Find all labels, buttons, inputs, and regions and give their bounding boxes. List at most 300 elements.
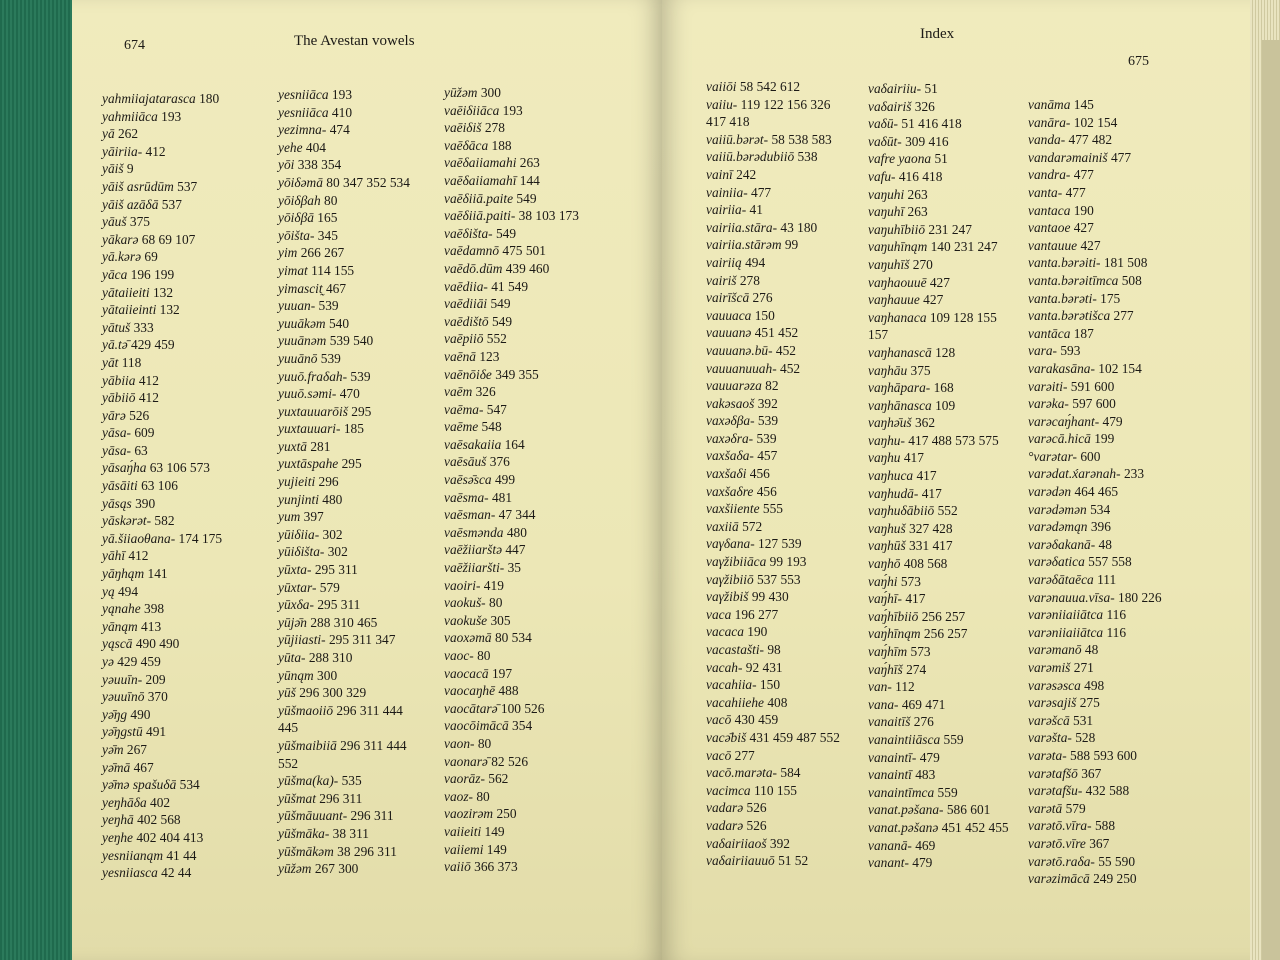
index-headword: yūxta-	[278, 562, 312, 578]
index-entry	[444, 753, 579, 771]
index-headword: vandra-	[1028, 167, 1071, 183]
index-headword: vacimca	[706, 782, 751, 798]
index-headword: yūšmāuuant-	[278, 808, 348, 824]
index-entry	[706, 201, 840, 219]
index-page-refs: 150	[756, 677, 781, 693]
index-page-refs: 417 488 573 575	[904, 432, 999, 448]
index-entry	[102, 741, 222, 759]
index-page-refs: 477	[1107, 149, 1132, 165]
index-headword: vakəsaoš	[706, 395, 755, 411]
index-entry	[102, 231, 222, 249]
index-entry	[102, 336, 222, 354]
index-page-refs: 82 526	[487, 753, 529, 769]
index-page-refs: 419	[480, 577, 504, 593]
index-headword: vaozirəm	[444, 806, 494, 822]
index-page-refs: 547	[483, 401, 507, 417]
index-headword: vaiiōi	[706, 79, 737, 94]
index-entry	[444, 665, 579, 683]
index-entry	[1028, 430, 1162, 448]
index-headword: yim	[278, 245, 298, 261]
index-page-refs: 58 538 583	[768, 131, 832, 147]
index-entry	[444, 242, 579, 260]
index-page-refs: 157	[868, 327, 889, 343]
index-headword: yə̄mā	[102, 759, 131, 775]
index-headword: vaxiiā	[706, 518, 739, 534]
index-entry	[868, 819, 1009, 837]
index-headword: yārə	[102, 407, 126, 423]
index-headword: vaiiu-	[706, 96, 738, 112]
index-entry	[868, 661, 1009, 679]
index-page-refs: 185	[340, 421, 364, 437]
index-page-refs: 397	[300, 509, 324, 525]
index-entry	[706, 518, 840, 536]
index-headword: yāsa-	[102, 425, 132, 441]
index-entry	[868, 432, 1009, 450]
index-headword: vaδairiiaoš	[706, 835, 767, 851]
index-entry	[444, 577, 579, 595]
index-entry	[444, 629, 579, 647]
index-page-refs: 508	[1118, 272, 1142, 288]
index-headword: vaēdiiāi	[444, 296, 488, 312]
index-page-refs: 402 404 413	[132, 829, 204, 845]
index-entry	[1028, 290, 1162, 308]
index-headword: varəcā.hicā	[1028, 431, 1091, 447]
index-entry	[706, 782, 840, 800]
index-page-refs: 477	[1070, 167, 1094, 183]
index-page-refs: 277	[731, 747, 755, 763]
index-entry	[868, 537, 1009, 555]
index-page-refs: 231 247	[925, 221, 972, 237]
index-page-refs: 392	[766, 835, 790, 851]
index-page-refs: 150	[751, 307, 775, 323]
index-entry	[1028, 114, 1162, 132]
index-headword: vaŋhanascā	[868, 344, 932, 360]
index-page-refs: 110 155	[750, 782, 797, 798]
index-headword: vanat.pəšana-	[868, 802, 944, 818]
index-headword: yahmiiajatarasca	[102, 91, 196, 106]
index-page-refs: 537 553	[753, 571, 801, 587]
index-page-refs: 250	[493, 806, 517, 822]
index-page-refs: 99	[781, 237, 799, 253]
index-page-refs: 559	[940, 731, 964, 747]
index-headword: varəta-	[1028, 747, 1067, 763]
index-page-refs: 266 267	[297, 245, 345, 261]
index-headword: vaŋhō	[868, 556, 901, 572]
index-entry	[102, 583, 222, 601]
index-page-refs: 267 300	[311, 861, 359, 877]
index-entry	[278, 86, 410, 104]
index-headword: varəsəsca	[1028, 677, 1081, 693]
index-headword: vaēžiiaršti-	[444, 560, 505, 576]
index-entry	[278, 755, 410, 773]
index-entry	[1028, 641, 1162, 659]
index-entry	[706, 571, 840, 589]
index-page-refs: 114 155	[307, 262, 355, 278]
index-page-refs: 552	[934, 503, 958, 519]
index-page-refs: 345	[314, 227, 338, 243]
index-page-refs: 116	[1103, 624, 1127, 640]
index-entry	[278, 192, 410, 210]
index-headword: yūšmaoiiō	[278, 702, 334, 718]
index-entry	[102, 671, 222, 689]
index-headword: yāsąs	[102, 495, 132, 511]
index-entry	[706, 711, 840, 729]
index-entry	[102, 618, 222, 636]
index-headword: yeŋhā	[102, 812, 134, 828]
index-headword: yuuō.səmi-	[278, 386, 337, 402]
index-headword: yōišta-	[278, 227, 315, 243]
index-entry	[278, 209, 410, 227]
index-page-refs: 593	[1057, 343, 1081, 359]
index-entry	[278, 297, 410, 315]
index-entry	[278, 807, 410, 825]
index-headword: vaiiemi	[444, 841, 484, 857]
index-page-refs: 132	[156, 302, 180, 318]
index-headword: vara-	[1028, 343, 1058, 359]
index-headword: varəsajiš	[1028, 695, 1077, 711]
index-entry	[706, 483, 840, 501]
index-headword: vacaca	[706, 624, 744, 640]
index-entry	[706, 623, 840, 641]
index-headword: vauuanə	[706, 325, 752, 341]
index-headword: vacō	[706, 747, 732, 763]
index-headword: vaxəδra-	[706, 430, 754, 446]
index-page-refs: 573	[897, 573, 921, 589]
index-headword: vacō	[706, 712, 732, 728]
index-headword: vaoxəmā	[444, 630, 492, 646]
index-entry	[102, 160, 222, 178]
index-page-refs: 430 459	[731, 712, 779, 728]
index-entry	[278, 667, 410, 685]
index-entry	[1028, 237, 1162, 255]
index-entry	[1028, 483, 1162, 501]
index-entry	[444, 207, 579, 225]
index-page-refs: 412	[142, 143, 166, 159]
index-headword: vanaintī-	[868, 749, 917, 765]
index-headword: vauuanuuah-	[706, 360, 777, 376]
index-page-refs: 41	[746, 202, 763, 218]
index-page-refs: 63 106 573	[146, 460, 210, 476]
index-page-refs: 609	[131, 425, 155, 441]
index-headword: yūiδiia-	[278, 526, 320, 542]
index-entry	[278, 508, 410, 526]
index-page-refs: 549	[513, 190, 537, 206]
index-entry	[706, 835, 840, 853]
index-page-refs: 432 588	[1082, 783, 1130, 799]
index-entry	[278, 420, 410, 438]
index-headword: varəniiaiiātca	[1028, 607, 1104, 623]
index-headword: vaoz-	[444, 788, 474, 804]
index-headword: vaŋhāpara-	[868, 380, 931, 396]
index-entry	[102, 847, 222, 865]
index-page-refs: 475 501	[499, 243, 546, 259]
index-page-refs: 38 296 311	[333, 843, 397, 859]
index-entry	[1028, 342, 1162, 360]
index-entry	[278, 526, 410, 544]
index-entry	[1028, 413, 1162, 431]
index-headword: vafu-	[868, 168, 896, 184]
index-headword: vaon-	[444, 735, 475, 751]
index-entry	[868, 573, 1009, 591]
index-page-refs: 534	[176, 777, 200, 793]
index-page-refs: 439 460	[502, 260, 550, 276]
index-entry	[278, 156, 410, 174]
index-headword: varəcaŋ́hant-	[1028, 413, 1100, 429]
index-entry	[444, 700, 579, 718]
index-entry	[102, 284, 222, 302]
index-entry	[868, 713, 1009, 731]
index-headword: vanāma	[1028, 97, 1071, 112]
index-headword: vanaintīmca	[868, 784, 935, 800]
index-entry	[278, 649, 410, 667]
index-entry	[1028, 782, 1162, 800]
index-entry	[444, 190, 579, 208]
index-page-refs: 579	[316, 579, 340, 595]
index-headword: yā	[102, 126, 115, 142]
index-page-refs: 349 355	[491, 366, 539, 382]
index-entry	[706, 729, 840, 747]
index-page-refs: 302	[319, 526, 343, 542]
index-entry	[706, 447, 840, 465]
index-headword: yūžəm	[444, 85, 478, 100]
index-headword: vaŋhuš	[868, 520, 906, 536]
index-column	[444, 84, 579, 876]
index-headword: vaŋhudā-	[868, 485, 919, 501]
index-headword: vanat.pəšanə	[868, 819, 939, 835]
index-headword: vaorāz-	[444, 771, 485, 787]
index-entry	[706, 412, 840, 430]
index-entry	[102, 512, 222, 530]
index-entry	[1028, 395, 1162, 413]
index-entry	[1028, 694, 1162, 712]
index-page-refs: 549	[487, 296, 511, 312]
index-entry	[1028, 747, 1162, 765]
index-headword: yāca	[102, 266, 128, 282]
index-entry	[444, 154, 579, 172]
index-page-refs: 270	[909, 256, 933, 272]
index-entry	[102, 759, 222, 777]
index-entry	[278, 579, 410, 597]
index-entry	[868, 485, 1009, 503]
index-page-refs: 249 250	[1089, 871, 1137, 887]
index-entry	[706, 377, 840, 395]
index-headword: vaŋ́hīš	[868, 661, 903, 677]
index-page-refs: 366 373	[470, 859, 518, 875]
index-entry	[868, 749, 1009, 767]
index-entry	[444, 137, 579, 155]
index-page-refs: 164	[501, 436, 525, 452]
index-entry	[102, 477, 222, 495]
index-entry	[868, 133, 1009, 151]
index-entry	[278, 139, 410, 157]
index-page-refs: 109	[931, 397, 956, 413]
index-entry	[102, 178, 222, 196]
index-entry	[706, 430, 840, 448]
index-page-refs: 300	[477, 85, 501, 100]
index-page-refs: 119 122 156 326	[737, 96, 831, 112]
index-page-refs: 427	[1077, 237, 1101, 253]
index-entry	[444, 418, 579, 436]
index-page-refs: 276	[749, 290, 773, 306]
index-headword: vaŋ́hi	[868, 573, 898, 589]
index-headword: yāsa-	[102, 442, 132, 458]
index-page-refs: 331 417	[905, 538, 953, 554]
index-page-refs: 451 452	[751, 325, 799, 341]
index-page-refs: 326	[911, 98, 935, 114]
index-headword: vaδairiiu-	[868, 81, 922, 96]
index-page-refs: 43 180	[777, 219, 818, 235]
index-page-refs: 456	[753, 483, 777, 499]
index-entry	[706, 342, 840, 360]
index-headword: yāuš	[102, 214, 127, 230]
index-headword: vaēme	[444, 419, 479, 435]
index-page-refs: 132	[149, 284, 174, 300]
index-headword: vaocōimācā	[444, 718, 509, 734]
index-page-refs: 190	[1070, 202, 1094, 218]
index-entry	[444, 823, 579, 841]
index-headword: yūš	[278, 685, 296, 701]
index-page-refs: 35	[504, 560, 522, 576]
index-page-refs: 175	[1096, 290, 1121, 306]
right-page	[662, 0, 1250, 960]
index-page-refs: 48	[1081, 642, 1099, 658]
index-headword: vaēma-	[444, 401, 484, 417]
index-page-refs: 277	[1110, 308, 1134, 324]
index-entry	[1028, 465, 1162, 483]
index-headword: vacə̄biš	[706, 729, 747, 745]
index-headword: vaēnā	[444, 348, 476, 364]
index-headword: yə̄ŋgstū	[102, 724, 143, 740]
index-entry	[868, 115, 1009, 133]
index-entry	[868, 344, 1009, 362]
index-page-refs: 591 600	[1067, 378, 1115, 394]
index-page-refs: 82	[761, 378, 779, 394]
index-page-refs: 417 418	[706, 114, 750, 130]
index-headword: yuuānəm	[278, 333, 327, 349]
index-headword: vanta.bərəiti-	[1028, 255, 1101, 271]
index-entry	[102, 635, 222, 653]
index-headword: yuuānō	[278, 350, 318, 366]
index-page-refs: 305	[487, 612, 511, 628]
index-entry	[868, 590, 1009, 608]
index-headword: vadarə	[706, 817, 744, 833]
index-page-refs: 256 257	[918, 608, 966, 624]
index-page-refs: 367	[1085, 835, 1110, 851]
index-page-refs: 584	[777, 765, 801, 781]
index-headword: yānąm	[102, 618, 138, 634]
index-headword: varakasāna-	[1028, 360, 1095, 376]
index-entry	[706, 148, 840, 166]
index-page-refs: 80 347 352 534	[322, 174, 410, 190]
index-page-refs: 92 431	[742, 659, 783, 675]
index-entry	[444, 436, 579, 454]
index-headword: yuxtāspahe	[278, 456, 339, 472]
index-headword: yābiia	[102, 372, 136, 388]
index-headword: vaēsmənda	[444, 524, 504, 540]
index-page-refs: 63 106	[137, 478, 178, 494]
index-headword: yātuš	[102, 319, 131, 335]
index-entry	[706, 166, 840, 184]
index-page-refs: 233	[1120, 466, 1145, 482]
index-entry	[1028, 536, 1162, 554]
index-page-refs: 190	[743, 624, 768, 640]
index-headword: vantauue	[1028, 237, 1078, 253]
index-entry	[278, 843, 410, 861]
index-page-refs: 597 600	[1068, 396, 1116, 412]
index-headword: vauuanə.bū-	[706, 342, 773, 358]
index-headword: yāiriia-	[102, 143, 143, 159]
index-headword: yāŋhąm	[102, 566, 145, 582]
index-page-refs: 408 568	[900, 556, 948, 572]
index-entry	[278, 262, 410, 280]
index-page-refs: 48	[1095, 536, 1112, 552]
index-page-refs: 100 526	[497, 700, 545, 716]
index-headword: vaēdištō	[444, 313, 489, 329]
index-page-refs: 572	[738, 518, 763, 534]
index-page-refs: 412	[135, 372, 159, 388]
index-entry	[868, 696, 1009, 714]
index-headword: vaēsə̄sca	[444, 472, 492, 488]
index-headword: van-	[868, 679, 892, 695]
index-entry	[278, 227, 410, 245]
index-headword: vanaintiiāsca	[868, 731, 941, 747]
index-headword: vanaitīš	[868, 714, 911, 730]
index-entry	[1028, 729, 1162, 747]
index-entry	[1028, 659, 1162, 677]
index-column	[706, 78, 840, 870]
index-entry	[868, 256, 1009, 274]
index-page-refs: 559	[934, 784, 958, 800]
index-entry	[706, 289, 840, 307]
index-entry	[278, 403, 410, 421]
index-entry	[1028, 325, 1162, 343]
index-headword: yuuō.fraδah-	[278, 368, 348, 384]
index-page-refs: 296 311 444	[336, 737, 407, 753]
index-headword: vaiiō	[444, 859, 471, 875]
index-headword: yə̄m	[102, 741, 124, 757]
index-entry	[1028, 853, 1162, 871]
index-entry	[1028, 800, 1162, 818]
index-entry	[444, 770, 579, 788]
index-headword: vaŋuhī	[868, 204, 905, 220]
index-page-refs: 479	[1099, 413, 1123, 429]
index-entry	[868, 801, 1009, 819]
index-entry	[444, 313, 579, 331]
index-headword: varəiti-	[1028, 378, 1068, 394]
index-page-refs: 145	[1070, 97, 1094, 112]
index-page-refs: 467	[130, 759, 154, 775]
index-entry	[278, 315, 410, 333]
index-entry	[1028, 272, 1162, 290]
index-page-refs: 47 344	[495, 507, 536, 523]
index-page-refs: 481	[488, 489, 513, 505]
index-headword: yā.tə̄	[102, 337, 128, 353]
index-page-refs: 38 311	[329, 825, 370, 841]
index-headword: yą	[102, 583, 115, 599]
index-entry	[868, 397, 1009, 415]
index-headword: vaiiū.bərət-	[706, 131, 769, 147]
index-headword: yeŋhāδa	[102, 794, 147, 810]
index-entry	[706, 78, 840, 96]
index-headword: vaēsman-	[444, 507, 496, 523]
index-page-refs: 469	[911, 837, 936, 853]
index-headword: yūšmaibiiā	[278, 737, 337, 753]
index-headword: yimascit̰	[278, 280, 323, 296]
index-entry	[102, 829, 222, 847]
index-headword: vaēm	[444, 384, 473, 400]
index-entry	[444, 489, 579, 507]
index-headword: vanāra-	[1028, 114, 1071, 130]
